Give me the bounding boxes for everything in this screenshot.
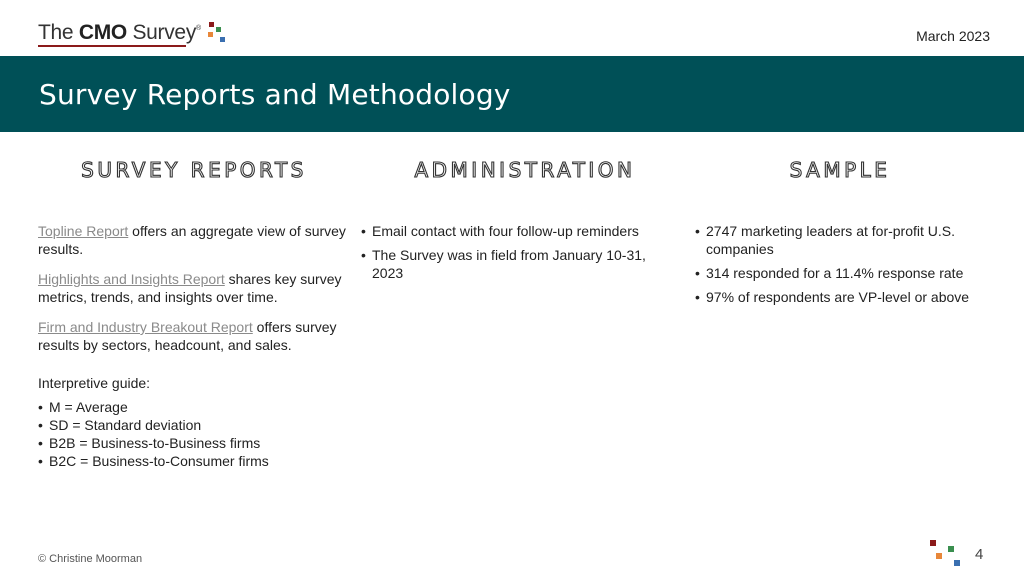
administration-column	[361, 222, 661, 288]
administration-heading: ADMINISTRATION	[414, 158, 636, 182]
sample-list	[695, 222, 985, 306]
survey-reports-column	[38, 222, 350, 470]
guide-item: • B2C = Business-to-Consumer firms	[38, 452, 350, 470]
logo-text: The CMO Survey®	[38, 21, 201, 44]
report-item: Highlights and Insights Report shares key survey metrics, trends, and insights over time.	[38, 271, 342, 305]
interpretive-guide-label: Interpretive guide:	[38, 375, 151, 391]
guide-item: • SD = Standard deviation	[38, 416, 350, 434]
administration-item: • The Survey was in field from January 10-31, 2023	[361, 246, 661, 282]
logo-underline	[38, 45, 186, 47]
page-title: Survey Reports and Methodology	[39, 78, 511, 111]
guide-item: • B2B = Business-to-Business firms	[38, 434, 350, 452]
guide-item: • M = Average	[38, 398, 350, 416]
sample-column	[695, 222, 985, 312]
corner-dots-icon	[928, 538, 964, 568]
sample-item: • 97% of respondents are VP-level or above	[695, 288, 985, 306]
sample-heading: SAMPLE	[789, 158, 891, 182]
administration-item: • Email contact with four follow-up reminders	[361, 222, 661, 240]
sample-item: • 314 responded for a 11.4% response rate	[695, 264, 985, 282]
page-number: 4	[975, 546, 984, 563]
breakout-report-link[interactable]: Firm and Industry Breakout Report	[38, 319, 253, 335]
logo-dots-icon	[203, 18, 227, 44]
report-date: March 2023	[916, 28, 990, 44]
copyright-notice: © Christine Moorman	[38, 553, 143, 565]
survey-reports-heading: SURVEY REPORTS	[81, 158, 307, 182]
administration-list	[361, 222, 661, 282]
report-item: Firm and Industry Breakout Report offers survey results by sectors, headcount, and sales.	[38, 319, 337, 353]
cmo-survey-logo	[38, 18, 227, 48]
topline-report-link[interactable]: Topline Report	[38, 223, 129, 239]
highlights-report-link[interactable]: Highlights and Insights Report	[38, 271, 225, 287]
interpretive-guide-list	[38, 398, 350, 470]
title-banner	[0, 56, 1024, 132]
report-item: Topline Report offers an aggregate view of survey results.	[38, 223, 346, 257]
sample-item: • 2747 marketing leaders at for-profit U.S. companies	[695, 222, 985, 258]
